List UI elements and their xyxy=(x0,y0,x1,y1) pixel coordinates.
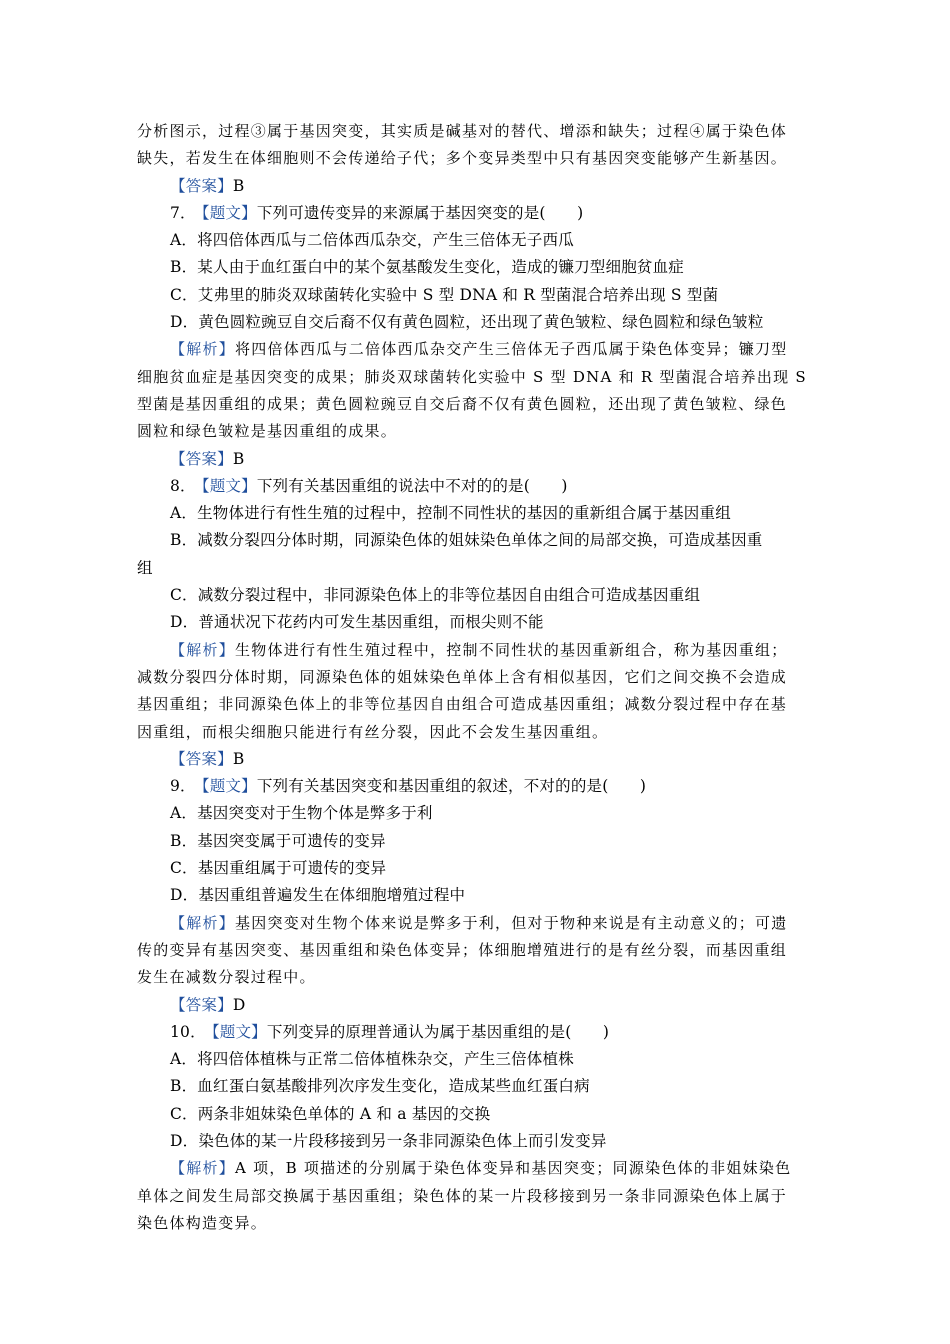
line-text: D．染色体的某一片段移接到另一条非同源染色体上而引发变异 xyxy=(170,1131,607,1150)
question-number: 8． xyxy=(170,476,196,495)
text-line xyxy=(137,391,813,418)
section-tag: 【答案】 xyxy=(170,995,233,1014)
line-text: A．将四倍体植株与正常二倍体植株杂交，产生三倍体植株 xyxy=(170,1050,574,1069)
text-line xyxy=(137,582,813,609)
text-line xyxy=(137,173,813,200)
line-text: A．生物体进行有性生殖的过程中，控制不同性状的基因的重新组合属于基因重组 xyxy=(170,504,731,523)
line-text: C．艾弗里的肺炎双球菌转化实验中 S 型 DNA 和 R 型菌混合培养出现 S 型菌 xyxy=(170,285,719,304)
text-line xyxy=(137,664,813,691)
text-line xyxy=(137,1128,813,1155)
line-text: C．两条非姐妹染色单体的 A 和 a 基因的交换 xyxy=(170,1104,491,1123)
line-text: B．减数分裂四分体时期，同源染色体的姐妹染色单体之间的局部交换，可造成基因重 xyxy=(170,531,763,550)
line-text: B xyxy=(232,449,245,468)
text-line xyxy=(137,309,813,336)
text-line xyxy=(137,1210,813,1237)
text-line xyxy=(137,937,813,964)
section-tag: 【答案】 xyxy=(170,176,233,195)
line-text: 传的变异有基因突变、基因重组和染色体变异；体细胞增殖进行的是有丝分裂，而基因重组 xyxy=(137,940,788,959)
text-line xyxy=(137,746,813,773)
text-line xyxy=(137,446,813,473)
text-line xyxy=(137,473,813,500)
line-text: 因重组，而根尖细胞只能进行有丝分裂，因此不会发生基因重组。 xyxy=(137,722,609,741)
text-line xyxy=(137,282,813,309)
line-text: 基因突变对生物个体来说是弊多于利，但对于物种来说是有主动意义的；可遗 xyxy=(235,913,788,932)
text-line xyxy=(137,1019,813,1046)
section-tag: 【解析】 xyxy=(170,640,236,659)
section-tag: 【解析】 xyxy=(170,1159,236,1178)
text-line xyxy=(137,1183,813,1210)
line-text: B xyxy=(232,749,245,768)
line-text: 细胞贫血症是基因突变的成果；肺炎双球菌转化实验中 S 型 DNA 和 R 型菌混合培养出现 S xyxy=(137,367,807,386)
section-tag: 【题文】 xyxy=(211,1022,267,1041)
line-text: D．黄色圆粒豌豆自交后裔不仅有黄色圆粒，还出现了黄色皱粒、绿色圆粒和绿色皱粒 xyxy=(170,313,764,332)
line-text: A．基因突变对于生物个体是弊多于利 xyxy=(170,804,433,823)
text-line xyxy=(137,719,813,746)
text-line xyxy=(137,910,813,937)
text-line xyxy=(137,254,813,281)
section-tag: 【题文】 xyxy=(201,476,257,495)
line-text: 下列可遗传变异的来源属于基因突变的是( ) xyxy=(256,203,584,222)
text-line xyxy=(137,336,813,363)
text-line xyxy=(137,418,813,445)
line-text: 组 xyxy=(137,558,153,577)
line-text: 减数分裂四分体时期，同源染色体的姐妹染色单体上含有相似基因，它们之间交换不会造成 xyxy=(137,667,788,686)
section-tag: 【题文】 xyxy=(201,203,257,222)
line-text: C．基因重组属于可遗传的变异 xyxy=(170,859,387,878)
text-line xyxy=(137,609,813,636)
text-line xyxy=(137,637,813,664)
text-line xyxy=(137,773,813,800)
text-line xyxy=(137,118,813,145)
line-text: B xyxy=(232,176,245,195)
line-text: A 项，B 项描述的分别属于染色体变异和基因突变；同源染色体的非姐妹染色 xyxy=(235,1159,792,1178)
text-line xyxy=(137,828,813,855)
text-line xyxy=(137,992,813,1019)
text-line xyxy=(137,555,813,582)
line-text: C．减数分裂过程中，非同源染色体上的非等位基因自由组合可造成基因重组 xyxy=(170,586,701,605)
line-text: 缺失，若发生在体细胞则不会传递给子代；多个变异类型中只有基因突变能够产生新基因。 xyxy=(137,149,788,168)
text-line xyxy=(137,691,813,718)
line-text: 型菌是基因重组的成果；黄色圆粒豌豆自交后裔不仅有黄色圆粒，还出现了黄色皱粒、绿色 xyxy=(137,394,788,413)
text-line xyxy=(137,145,813,172)
text-line xyxy=(137,1155,813,1182)
question-number: 9． xyxy=(170,777,196,796)
line-text: D．基因重组普遍发生在体细胞增殖过程中 xyxy=(170,886,466,905)
text-line xyxy=(137,855,813,882)
text-line xyxy=(137,200,813,227)
text-line xyxy=(137,964,813,991)
line-text: 生物体进行有性生殖过程中，控制不同性状的基因重新组合，称为基因重组； xyxy=(235,640,788,659)
section-tag: 【解析】 xyxy=(170,340,236,359)
line-text: 基因重组；非同源染色体上的非等位基因自由组合可造成基因重组；减数分裂过程中存在基 xyxy=(137,695,788,714)
section-tag: 【答案】 xyxy=(170,749,233,768)
line-text: 将四倍体西瓜与二倍体西瓜杂交产生三倍体无子西瓜属于染色体变异；镰刀型 xyxy=(235,340,788,359)
text-line xyxy=(137,1046,813,1073)
text-line xyxy=(137,1073,813,1100)
question-number: 7． xyxy=(170,203,196,222)
line-text: D xyxy=(232,995,246,1014)
line-text: 圆粒和绿色皱粒是基因重组的成果。 xyxy=(137,422,398,441)
line-text: A．将四倍体西瓜与二倍体西瓜杂交，产生三倍体无子西瓜 xyxy=(170,231,574,250)
line-text: 单体之间发生局部交换属于基因重组；染色体的某一片段移接到另一条非同源染色体上属于 xyxy=(137,1186,788,1205)
line-text: B．基因突变属于可遗传的变异 xyxy=(170,831,386,850)
text-line xyxy=(137,527,813,554)
line-text: B．某人由于血红蛋白中的某个氨基酸发生变化，造成的镰刀型细胞贫血症 xyxy=(170,258,684,277)
line-text: 下列有关基因重组的说法中不对的的是( ) xyxy=(256,476,568,495)
line-text: B．血红蛋白氨基酸排列次序发生变化，造成某些血红蛋白病 xyxy=(170,1077,590,1096)
line-text: 发生在减数分裂过程中。 xyxy=(137,968,316,987)
text-line xyxy=(137,500,813,527)
text-line xyxy=(137,882,813,909)
line-text: 分析图示，过程③属于基因突变，其实质是碱基对的替代、增添和缺失；过程④属于染色体 xyxy=(137,122,788,140)
question-number: 10． xyxy=(170,1022,206,1041)
document-page xyxy=(137,118,813,1237)
line-text: 下列有关基因突变和基因重组的叙述，不对的的是( ) xyxy=(256,777,647,796)
text-line xyxy=(137,364,813,391)
line-text: 下列变异的原理普通认为属于基因重组的是( ) xyxy=(266,1022,610,1041)
text-line xyxy=(137,227,813,254)
line-text: 染色体构造变异。 xyxy=(137,1213,268,1232)
line-text: D．普通状况下花药内可发生基因重组，而根尖则不能 xyxy=(170,613,544,632)
text-line xyxy=(137,1101,813,1128)
section-tag: 【解析】 xyxy=(170,913,236,932)
text-line xyxy=(137,800,813,827)
section-tag: 【答案】 xyxy=(170,449,233,468)
section-tag: 【题文】 xyxy=(201,777,257,796)
